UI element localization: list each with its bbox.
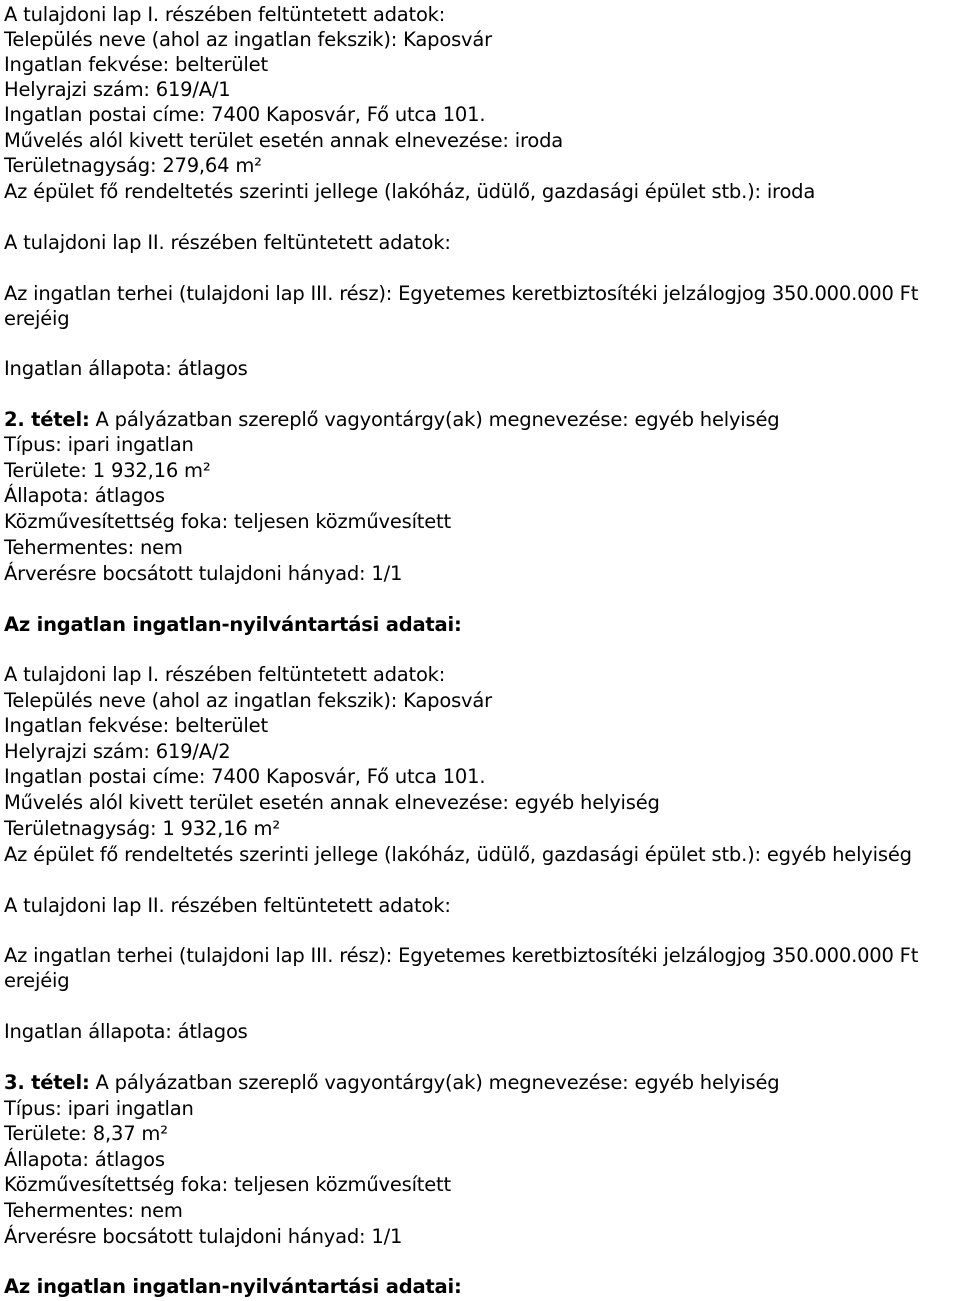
text-line: erejéig: [4, 307, 70, 330]
text-line: Ingatlan postai címe: 7400 Kaposvár, Fő utca 101.: [4, 103, 486, 126]
text-line: A tulajdoni lap II. részében feltüntetett adatok:: [4, 894, 451, 917]
text-line: Az épület fő rendeltetés szerinti jellege (lakóház, üdülő, gazdasági épület stb.): egyéb helyiség: [4, 843, 912, 866]
section-heading: Az ingatlan ingatlan-nyilvántartási adatai:: [4, 1275, 462, 1298]
section-heading: Az ingatlan ingatlan-nyilvántartási adatai:: [4, 613, 462, 636]
text-line: Tehermentes: nem: [4, 536, 183, 559]
text-line: Árverésre bocsátott tulajdoni hányad: 1/1: [4, 562, 403, 585]
text-line: Területe: 1 932,16 m²: [4, 459, 211, 482]
text-line: erejéig: [4, 969, 70, 992]
text-line: Ingatlan fekvése: belterület: [4, 714, 268, 737]
item-number: 2. tétel:: [4, 408, 90, 431]
text-line: Ingatlan postai címe: 7400 Kaposvár, Fő utca 101.: [4, 765, 486, 788]
text-line: Az ingatlan terhei (tulajdoni lap III. rész): Egyetemes keretbiztosítéki jelzálogjog 350.000.000 Ft: [4, 944, 919, 967]
text-line: A tulajdoni lap II. részében feltüntetett adatok:: [4, 231, 451, 254]
text-line: Típus: ipari ingatlan: [4, 433, 194, 456]
text-line: Helyrajzi szám: 619/A/1: [4, 78, 231, 101]
text-line: Állapota: átlagos: [4, 1148, 165, 1171]
item-heading: 3. tétel: A pályázatban szereplő vagyontárgy(ak) megnevezése: egyéb helyiség: [4, 1071, 780, 1094]
text-line: Közművesítettség foka: teljesen közművesített: [4, 1173, 451, 1196]
text-line: Település neve (ahol az ingatlan fekszik): Kaposvár: [4, 28, 492, 51]
text-line: Az épület fő rendeltetés szerinti jellege (lakóház, üdülő, gazdasági épület stb.): iroda: [4, 180, 816, 203]
text-line: Ingatlan fekvése: belterület: [4, 53, 268, 76]
text-line: Helyrajzi szám: 619/A/2: [4, 740, 231, 763]
text-line: Területnagyság: 1 932,16 m²: [4, 817, 280, 840]
text-line: Típus: ipari ingatlan: [4, 1097, 194, 1120]
text-line: Település neve (ahol az ingatlan fekszik): Kaposvár: [4, 689, 492, 712]
text-line: Az ingatlan terhei (tulajdoni lap III. rész): Egyetemes keretbiztosítéki jelzálogjog 350.000.000 Ft: [4, 282, 919, 305]
text-line: A tulajdoni lap I. részében feltüntetett adatok:: [4, 3, 446, 26]
text-line: Művelés alól kivett terület esetén annak elnevezése: iroda: [4, 129, 564, 152]
text-line: Árverésre bocsátott tulajdoni hányad: 1/1: [4, 1225, 403, 1248]
text-line: Tehermentes: nem: [4, 1199, 183, 1222]
item-number: 3. tétel:: [4, 1071, 90, 1094]
text-line: Területnagyság: 279,64 m²: [4, 154, 262, 177]
text-line: Ingatlan állapota: átlagos: [4, 1020, 248, 1043]
text-line: A tulajdoni lap I. részében feltüntetett adatok:: [4, 663, 446, 686]
text-line: Ingatlan állapota: átlagos: [4, 357, 248, 380]
text-line: Művelés alól kivett terület esetén annak elnevezése: egyéb helyiség: [4, 791, 660, 814]
text-line: Állapota: átlagos: [4, 484, 165, 507]
text-line: Területe: 8,37 m²: [4, 1122, 168, 1145]
text-line: Közművesítettség foka: teljesen közművesített: [4, 510, 451, 533]
item-heading: 2. tétel: A pályázatban szereplő vagyontárgy(ak) megnevezése: egyéb helyiség: [4, 408, 780, 431]
